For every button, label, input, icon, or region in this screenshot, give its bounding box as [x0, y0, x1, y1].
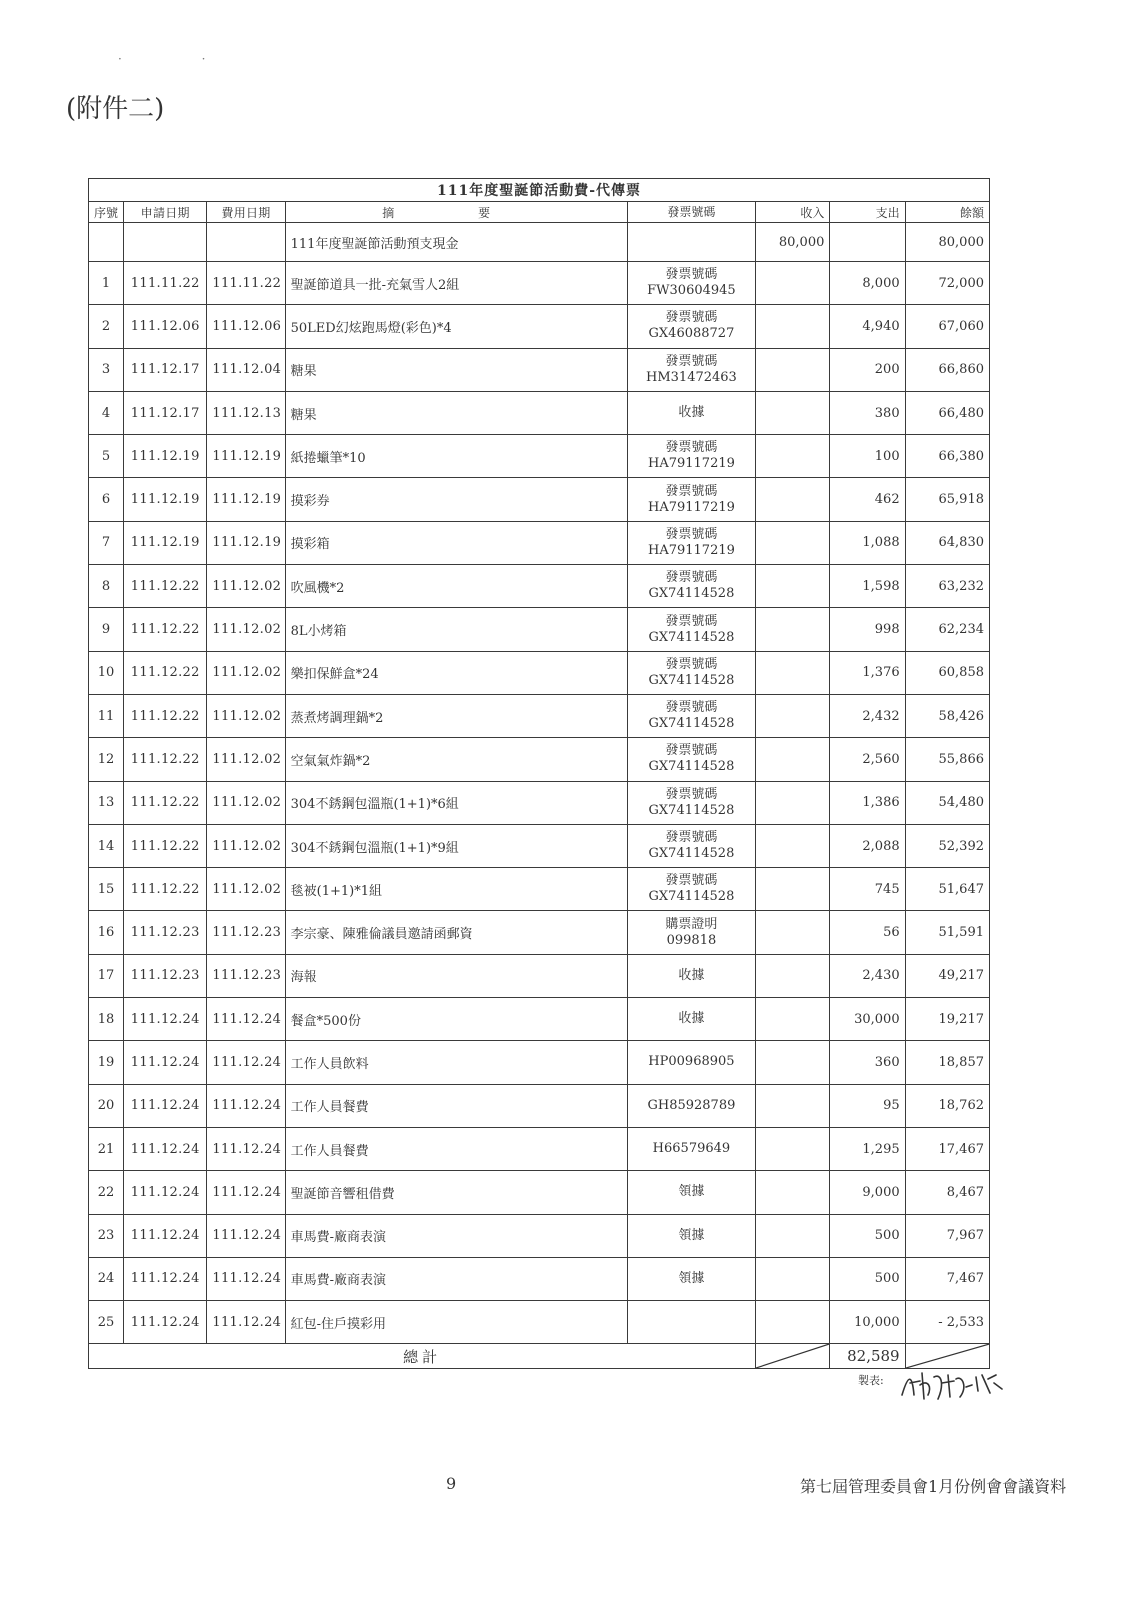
table-row	[89, 1041, 990, 1084]
table-row	[89, 1214, 990, 1257]
table-row	[89, 1127, 990, 1170]
table-row	[89, 651, 990, 694]
invoice-number: 領據	[678, 1227, 705, 1243]
table-row	[89, 1257, 990, 1300]
row-expense: 4,940	[830, 305, 905, 348]
row-description: 空氣氣炸鍋*2	[285, 738, 627, 781]
row-expense: 380	[830, 391, 905, 434]
table-row	[89, 348, 990, 391]
row-apply-date: 111.12.24	[124, 1041, 207, 1084]
invoice-number: GX74114528	[648, 802, 735, 818]
row-income	[756, 1127, 830, 1170]
col-balance: 餘額	[905, 202, 989, 223]
table-row	[89, 1301, 990, 1344]
opening-seq	[89, 223, 124, 262]
page-number: 9	[446, 1474, 457, 1493]
invoice-number: GX74114528	[648, 846, 735, 861]
row-invoice	[627, 608, 755, 651]
row-balance: 7,967	[905, 1214, 989, 1257]
row-invoice	[627, 868, 755, 911]
row-apply-date: 111.12.22	[124, 781, 207, 824]
invoice-number: 收據	[678, 967, 705, 983]
row-seq: 24	[89, 1257, 124, 1300]
row-seq: 7	[89, 521, 124, 564]
invoice-number: H66579649	[652, 1141, 731, 1157]
row-income	[756, 435, 830, 478]
col-invoice: 發票號碼	[627, 202, 755, 223]
invoice-number: 099818	[666, 932, 717, 948]
row-expense: 1,386	[830, 781, 905, 824]
invoice-number: HP00968905	[648, 1054, 735, 1070]
invoice-number: GX74114528	[648, 586, 735, 602]
row-invoice	[627, 521, 755, 564]
row-apply-date: 111.12.24	[124, 1214, 207, 1257]
row-balance: 65,918	[905, 478, 989, 521]
row-seq: 3	[89, 348, 124, 391]
row-description: 餐盒*500份	[285, 998, 627, 1041]
row-invoice	[627, 738, 755, 781]
row-expense: 200	[830, 348, 905, 391]
row-expense: 100	[830, 435, 905, 478]
table-row	[89, 998, 990, 1041]
row-apply-date: 111.12.17	[124, 391, 207, 434]
row-apply-date: 111.12.24	[124, 1084, 207, 1127]
row-expense: 8,000	[830, 262, 905, 305]
row-expense-date: 111.12.24	[207, 1301, 285, 1344]
invoice-label: 發票號碼	[665, 267, 718, 283]
row-description: 李宗豪、陳雅倫議員邀請函郵資	[285, 911, 627, 954]
row-description: 糖果	[285, 391, 627, 434]
row-seq: 9	[89, 608, 124, 651]
table-row	[89, 305, 990, 348]
invoice-label: 發票號碼	[665, 700, 718, 716]
invoice-number: GH85928789	[647, 1097, 736, 1113]
row-description: 毯被(1+1)*1組	[285, 868, 627, 911]
row-expense-date: 111.12.02	[207, 694, 285, 737]
total-row	[89, 1344, 990, 1369]
table-row	[89, 262, 990, 305]
row-balance: 18,762	[905, 1084, 989, 1127]
invoice-number: HM31472463	[646, 369, 737, 385]
row-expense-date: 111.12.02	[207, 608, 285, 651]
row-apply-date: 111.12.19	[124, 478, 207, 521]
invoice-number: 收據	[678, 405, 705, 421]
row-description: 8L小烤箱	[285, 608, 627, 651]
row-expense-date: 111.12.24	[207, 1257, 285, 1300]
total-label: 總計	[89, 1344, 756, 1369]
row-seq: 21	[89, 1127, 124, 1170]
row-seq: 14	[89, 824, 124, 867]
row-apply-date: 111.12.22	[124, 565, 207, 608]
row-invoice	[627, 1041, 755, 1084]
row-apply-date: 111.12.22	[124, 694, 207, 737]
col-expense-date: 費用日期	[207, 202, 285, 223]
row-description: 海報	[285, 954, 627, 997]
row-expense: 745	[830, 868, 905, 911]
row-balance: 67,060	[905, 305, 989, 348]
row-apply-date: 111.12.23	[124, 954, 207, 997]
row-expense-date: 111.12.13	[207, 391, 285, 434]
row-description: 紙捲蠟筆*10	[285, 435, 627, 478]
row-description: 樂扣保鮮盒*24	[285, 651, 627, 694]
row-invoice	[627, 1257, 755, 1300]
row-income	[756, 868, 830, 911]
row-apply-date: 111.12.22	[124, 738, 207, 781]
row-expense-date: 111.12.02	[207, 781, 285, 824]
row-invoice	[627, 781, 755, 824]
row-expense-date: 111.12.02	[207, 738, 285, 781]
row-income	[756, 781, 830, 824]
row-apply-date: 111.12.19	[124, 435, 207, 478]
table-row	[89, 954, 990, 997]
row-description: 摸彩箱	[285, 521, 627, 564]
row-expense: 2,430	[830, 954, 905, 997]
row-seq: 19	[89, 1041, 124, 1084]
row-income	[756, 954, 830, 997]
col-apply-date: 申請日期	[124, 202, 207, 223]
row-seq: 1	[89, 262, 124, 305]
table-row	[89, 391, 990, 434]
footer-note: 第七屆管理委員會1月份例會會議資料	[800, 1477, 1067, 1496]
invoice-number: HA79117219	[647, 499, 735, 515]
row-income	[756, 1257, 830, 1300]
row-expense-date: 111.12.02	[207, 565, 285, 608]
invoice-label: 發票號碼	[665, 570, 718, 586]
row-income	[756, 391, 830, 434]
row-income	[756, 651, 830, 694]
row-invoice	[627, 262, 755, 305]
invoice-number: 收據	[678, 1011, 705, 1027]
row-balance: 60,858	[905, 651, 989, 694]
invoice-number: 領據	[678, 1184, 705, 1200]
table-row	[89, 868, 990, 911]
table-row	[89, 478, 990, 521]
col-seq: 序號	[89, 202, 124, 223]
voucher-table	[88, 178, 990, 1369]
row-balance: - 2,533	[905, 1301, 989, 1344]
row-income	[756, 262, 830, 305]
row-balance: 17,467	[905, 1127, 989, 1170]
opening-expense	[830, 223, 905, 262]
row-balance: 7,467	[905, 1257, 989, 1300]
table-row	[89, 738, 990, 781]
row-seq: 5	[89, 435, 124, 478]
row-description: 工作人員飲料	[285, 1041, 627, 1084]
row-description: 摸彩券	[285, 478, 627, 521]
row-expense: 360	[830, 1041, 905, 1084]
row-expense: 500	[830, 1214, 905, 1257]
invoice-number: HA79117219	[647, 542, 735, 558]
row-description: 糖果	[285, 348, 627, 391]
row-expense-date: 111.12.02	[207, 868, 285, 911]
opening-income: 80,000	[756, 223, 830, 262]
row-balance: 51,591	[905, 911, 989, 954]
row-income	[756, 1214, 830, 1257]
invoice-number: GX74114528	[648, 672, 735, 688]
invoice-number: GX74114528	[648, 759, 735, 775]
row-invoice	[627, 348, 755, 391]
row-balance: 54,480	[905, 781, 989, 824]
row-seq: 22	[89, 1171, 124, 1214]
row-invoice	[627, 478, 755, 521]
table-row	[89, 694, 990, 737]
row-invoice	[627, 1301, 755, 1344]
col-income: 收入	[756, 202, 830, 223]
table-row	[89, 608, 990, 651]
row-invoice	[627, 651, 755, 694]
col-description: 摘 要	[285, 202, 627, 223]
table-row	[89, 1084, 990, 1127]
row-seq: 23	[89, 1214, 124, 1257]
row-apply-date: 111.11.22	[124, 262, 207, 305]
table-row	[89, 1171, 990, 1214]
row-description: 工作人員餐費	[285, 1084, 627, 1127]
row-invoice	[627, 1171, 755, 1214]
row-income	[756, 1301, 830, 1344]
row-income	[756, 824, 830, 867]
row-income	[756, 478, 830, 521]
row-apply-date: 111.12.17	[124, 348, 207, 391]
row-seq: 10	[89, 651, 124, 694]
row-expense-date: 111.12.24	[207, 1127, 285, 1170]
row-expense: 1,295	[830, 1127, 905, 1170]
total-expense: 82,589	[830, 1344, 905, 1369]
table-row	[89, 824, 990, 867]
row-description: 304不銹鋼包溫瓶(1+1)*9組	[285, 824, 627, 867]
row-seq: 12	[89, 738, 124, 781]
invoice-number: GX74114528	[648, 716, 735, 732]
opening-invoice	[627, 223, 755, 262]
row-apply-date: 111.12.22	[124, 824, 207, 867]
table-row	[89, 911, 990, 954]
row-income	[756, 911, 830, 954]
row-expense: 500	[830, 1257, 905, 1300]
row-expense-date: 111.12.23	[207, 954, 285, 997]
table-title: 111年度聖誕節活動費-代傳票	[89, 179, 990, 202]
row-expense-date: 111.12.24	[207, 1041, 285, 1084]
row-expense: 95	[830, 1084, 905, 1127]
row-expense: 10,000	[830, 1301, 905, 1344]
row-description: 紅包-住戶摸彩用	[285, 1301, 627, 1344]
row-seq: 13	[89, 781, 124, 824]
row-description: 聖誕節音響租借費	[285, 1171, 627, 1214]
row-expense-date: 111.11.22	[207, 262, 285, 305]
row-expense-date: 111.12.23	[207, 911, 285, 954]
row-description: 工作人員餐費	[285, 1127, 627, 1170]
row-seq: 2	[89, 305, 124, 348]
row-expense: 2,432	[830, 694, 905, 737]
row-income	[756, 1041, 830, 1084]
row-apply-date: 111.12.19	[124, 521, 207, 564]
row-description: 吹風機*2	[285, 565, 627, 608]
row-balance: 8,467	[905, 1171, 989, 1214]
row-balance: 63,232	[905, 565, 989, 608]
row-expense-date: 111.12.02	[207, 824, 285, 867]
row-seq: 25	[89, 1301, 124, 1344]
invoice-number: GX46088727	[648, 326, 735, 342]
row-description: 車馬費-廠商表演	[285, 1257, 627, 1300]
row-seq: 18	[89, 998, 124, 1041]
row-balance: 55,866	[905, 738, 989, 781]
row-description: 50LED幻炫跑馬燈(彩色)*4	[285, 305, 627, 348]
row-invoice	[627, 565, 755, 608]
row-balance: 66,860	[905, 348, 989, 391]
row-invoice	[627, 435, 755, 478]
row-description: 304不銹鋼包溫瓶(1+1)*6組	[285, 781, 627, 824]
row-expense-date: 111.12.24	[207, 998, 285, 1041]
row-balance: 72,000	[905, 262, 989, 305]
row-seq: 8	[89, 565, 124, 608]
row-expense: 2,088	[830, 824, 905, 867]
row-income	[756, 608, 830, 651]
row-invoice	[627, 998, 755, 1041]
invoice-number: GX74114528	[648, 889, 735, 905]
total-income-slash	[756, 1344, 830, 1369]
invoice-number: HA79117219	[647, 456, 735, 472]
invoice-label: 發票號碼	[665, 440, 718, 456]
row-balance: 62,234	[905, 608, 989, 651]
invoice-number: FW30604945	[647, 283, 736, 299]
invoice-label: 發票號碼	[665, 613, 718, 629]
row-expense-date: 111.12.24	[207, 1084, 285, 1127]
table-row	[89, 565, 990, 608]
row-apply-date: 111.12.24	[124, 1127, 207, 1170]
invoice-label: 發票號碼	[665, 873, 718, 889]
row-income	[756, 348, 830, 391]
invoice-label: 發票號碼	[665, 526, 718, 542]
row-seq: 20	[89, 1084, 124, 1127]
row-balance: 18,857	[905, 1041, 989, 1084]
invoice-number: 領據	[678, 1270, 705, 1286]
row-balance: 49,217	[905, 954, 989, 997]
row-description: 車馬費-廠商表演	[285, 1214, 627, 1257]
row-expense-date: 111.12.24	[207, 1214, 285, 1257]
invoice-label: 發票號碼	[665, 830, 718, 845]
opening-apply-date	[124, 223, 207, 262]
row-expense: 998	[830, 608, 905, 651]
row-seq: 6	[89, 478, 124, 521]
row-invoice	[627, 1127, 755, 1170]
row-income	[756, 694, 830, 737]
row-balance: 58,426	[905, 694, 989, 737]
row-expense: 462	[830, 478, 905, 521]
row-seq: 11	[89, 694, 124, 737]
row-apply-date: 111.12.22	[124, 651, 207, 694]
row-expense-date: 111.12.02	[207, 651, 285, 694]
row-income	[756, 1171, 830, 1214]
invoice-label: 購票證明	[665, 916, 718, 932]
row-invoice	[627, 911, 755, 954]
row-apply-date: 111.12.24	[124, 1171, 207, 1214]
row-income	[756, 521, 830, 564]
row-income	[756, 998, 830, 1041]
row-income	[756, 1084, 830, 1127]
row-invoice	[627, 391, 755, 434]
row-income	[756, 565, 830, 608]
invoice-label: 發票號碼	[665, 353, 718, 369]
row-balance: 66,380	[905, 435, 989, 478]
opening-row	[89, 223, 990, 262]
table-row	[89, 781, 990, 824]
row-seq: 4	[89, 391, 124, 434]
opening-description: 111年度聖誕節活動預支現金	[285, 223, 627, 262]
row-expense: 1,376	[830, 651, 905, 694]
table-row	[89, 521, 990, 564]
row-balance: 64,830	[905, 521, 989, 564]
row-balance: 51,647	[905, 868, 989, 911]
opening-expense-date	[207, 223, 285, 262]
row-income	[756, 305, 830, 348]
row-income	[756, 738, 830, 781]
row-apply-date: 111.12.06	[124, 305, 207, 348]
row-apply-date: 111.12.24	[124, 1301, 207, 1344]
row-invoice	[627, 824, 755, 867]
invoice-label: 發票號碼	[665, 743, 718, 759]
row-expense-date: 111.12.04	[207, 348, 285, 391]
row-apply-date: 111.12.22	[124, 608, 207, 651]
row-invoice	[627, 694, 755, 737]
row-invoice	[627, 954, 755, 997]
row-apply-date: 111.12.22	[124, 868, 207, 911]
opening-balance: 80,000	[905, 223, 989, 262]
row-balance: 19,217	[905, 998, 989, 1041]
scan-dots: · ·	[118, 52, 244, 66]
row-expense: 2,560	[830, 738, 905, 781]
row-expense-date: 111.12.24	[207, 1171, 285, 1214]
row-balance: 66,480	[905, 391, 989, 434]
invoice-label: 發票號碼	[665, 656, 718, 672]
row-apply-date: 111.12.24	[124, 998, 207, 1041]
header-row	[89, 202, 990, 223]
row-balance: 52,392	[905, 824, 989, 867]
invoice-label: 發票號碼	[665, 786, 718, 802]
row-invoice	[627, 1214, 755, 1257]
attachment-label: (附件二)	[66, 94, 165, 124]
row-seq: 15	[89, 868, 124, 911]
table-row	[89, 435, 990, 478]
row-description: 蒸煮烤調理鍋*2	[285, 694, 627, 737]
row-description: 聖誕節道具一批-充氣雪人2組	[285, 262, 627, 305]
invoice-label: 發票號碼	[665, 483, 718, 499]
row-expense: 1,088	[830, 521, 905, 564]
row-expense: 56	[830, 911, 905, 954]
row-expense: 1,598	[830, 565, 905, 608]
row-seq: 17	[89, 954, 124, 997]
row-seq: 16	[89, 911, 124, 954]
row-invoice	[627, 305, 755, 348]
row-expense-date: 111.12.19	[207, 478, 285, 521]
col-expense: 支出	[830, 202, 905, 223]
maker-label: 製表:	[858, 1374, 884, 1387]
row-expense-date: 111.12.19	[207, 435, 285, 478]
row-invoice	[627, 1084, 755, 1127]
row-expense: 9,000	[830, 1171, 905, 1214]
row-expense-date: 111.12.19	[207, 521, 285, 564]
invoice-label: 發票號碼	[665, 310, 718, 326]
invoice-number: GX74114528	[648, 629, 735, 645]
row-apply-date: 111.12.24	[124, 1257, 207, 1300]
row-expense: 30,000	[830, 998, 905, 1041]
handwritten-signature	[898, 1365, 1018, 1405]
row-apply-date: 111.12.23	[124, 911, 207, 954]
row-expense-date: 111.12.06	[207, 305, 285, 348]
